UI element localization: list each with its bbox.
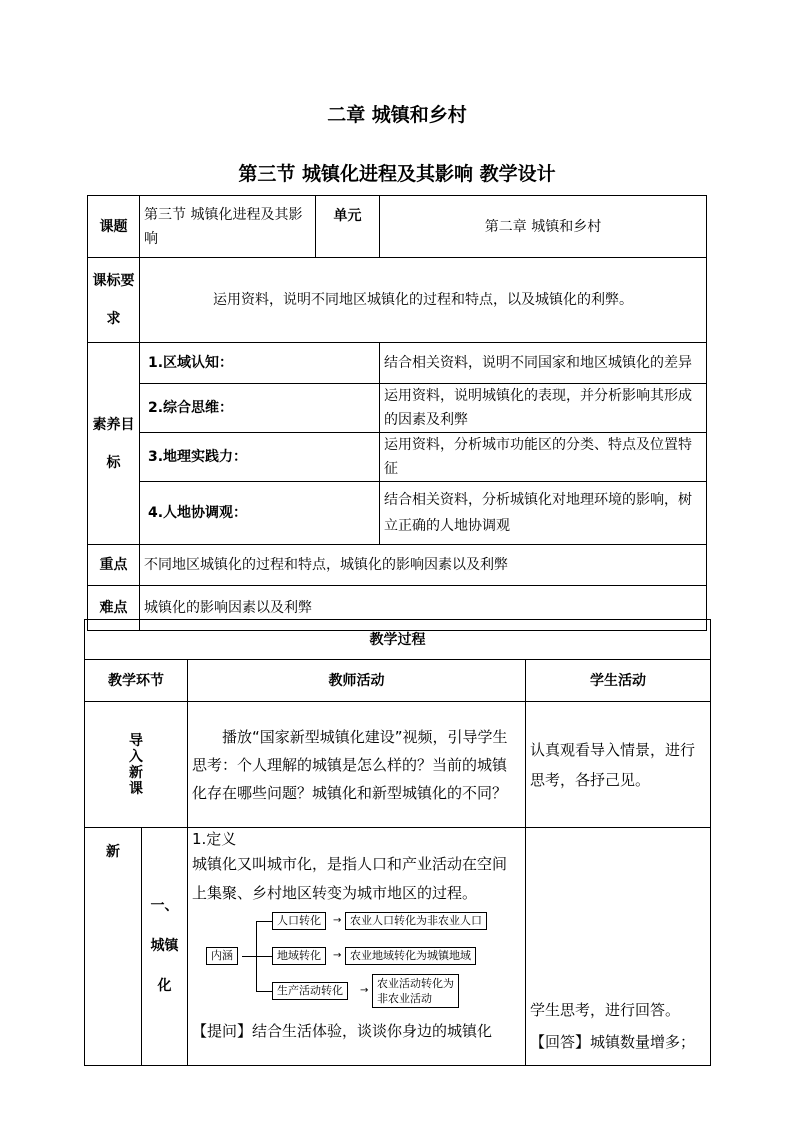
arrow-icon: → <box>333 950 342 961</box>
intro-stage <box>85 702 188 828</box>
diagram-branch-2: 地域转化 <box>272 947 326 965</box>
diagram-result-3-line2: 非农业活动 <box>377 992 432 1005</box>
diagram-result-3-line1: 农业活动转化为 <box>377 977 454 990</box>
question-text: 【提问】结合生活体验，谈谈你身边的城镇化 <box>192 1022 493 1040</box>
topic-value: 第三节 城镇化进程及其影响 <box>140 196 316 258</box>
connotation-diagram <box>202 912 522 1012</box>
unit-value: 第二章 城镇和乡村 <box>380 196 707 258</box>
arrow-icon: → <box>333 915 342 926</box>
diagram-branch-1: 人口转化 <box>272 912 326 930</box>
literacy-label: 素养目标 <box>88 343 140 545</box>
teaching-process-table <box>84 619 711 1066</box>
literacy-name: 3.地理实践力： <box>140 433 380 482</box>
unit-label: 单元 <box>316 196 380 258</box>
new-stage: 新 <box>85 828 142 1066</box>
student-answer: 【回答】城镇数量增多； <box>530 1033 696 1051</box>
key-label: 重点 <box>88 545 140 586</box>
sub-title-2: 化 <box>157 978 172 994</box>
chapter-title: 二章 城镇和乡村 <box>327 104 467 126</box>
arrow-icon: → <box>360 985 369 996</box>
col-stage: 教学环节 <box>85 660 188 702</box>
sub-title-1: 城镇 <box>150 938 179 954</box>
standard-label: 课标要求 <box>88 258 140 343</box>
diagram-result-1: 农业人口转化为非农业人口 <box>345 912 487 930</box>
topic-label: 课题 <box>88 196 140 258</box>
student-think: 学生思考，进行回答。 <box>530 1001 681 1019</box>
new-teacher <box>188 828 526 1066</box>
standard-value: 运用资料，说明不同地区城镇化的过程和特点，以及城镇化的利弊。 <box>140 258 707 343</box>
literacy-text: 运用资料，分析城市功能区的分类、特点及位置特征 <box>380 433 707 482</box>
sub-section <box>142 828 188 1066</box>
intro-student: 认真观看导入情景，进行思考，各抒己见。 <box>526 702 711 828</box>
literacy-text: 结合相关资料，分析城镇化对地理环境的影响，树立正确的人地协调观 <box>380 482 707 545</box>
literacy-text: 运用资料，说明城镇化的表现，并分析影响其形成的因素及利弊 <box>380 384 707 433</box>
section-title: 第三节 城镇化进程及其影响 教学设计 <box>238 163 556 185</box>
literacy-text: 结合相关资料，说明不同国家和地区城镇化的差异 <box>380 343 707 384</box>
intro-teacher: 播放“国家新型城镇化建设”视频，引导学生思考：个人理解的城镇是怎么样的？当前的城镇化存在哪些问题？城镇化和新型城镇化的不同？ <box>188 702 526 828</box>
col-student: 学生活动 <box>526 660 711 702</box>
difficulty-label: 难点 <box>88 586 140 631</box>
sub-num: 一、 <box>150 898 179 914</box>
diagram-result-2: 农业地域转化为城镇地域 <box>345 947 476 965</box>
definition-text: 城镇化又叫城市化，是指人口和产业活动在空间上集聚、乡村地区转变为城市地区的过程。 <box>192 855 508 902</box>
design-info-table <box>87 195 707 631</box>
key-value: 不同地区城镇化的过程和特点，城镇化的影响因素以及利弊 <box>140 545 707 586</box>
difficulty-value: 城镇化的影响因素以及利弊 <box>140 586 707 631</box>
process-title: 教学过程 <box>85 620 711 660</box>
intro-stage-text: 导入新课 <box>129 732 143 797</box>
new-student <box>526 828 711 1066</box>
col-teacher: 教师活动 <box>188 660 526 702</box>
diagram-result-3 <box>372 974 459 1008</box>
literacy-name: 2.综合思维： <box>140 384 380 433</box>
diagram-branch-3: 生产活动转化 <box>272 982 348 1000</box>
literacy-name: 1.区域认知： <box>140 343 380 384</box>
diagram-root: 内涵 <box>206 947 238 965</box>
definition-heading: 1.定义 <box>192 830 237 848</box>
literacy-name: 4.人地协调观： <box>140 482 380 545</box>
